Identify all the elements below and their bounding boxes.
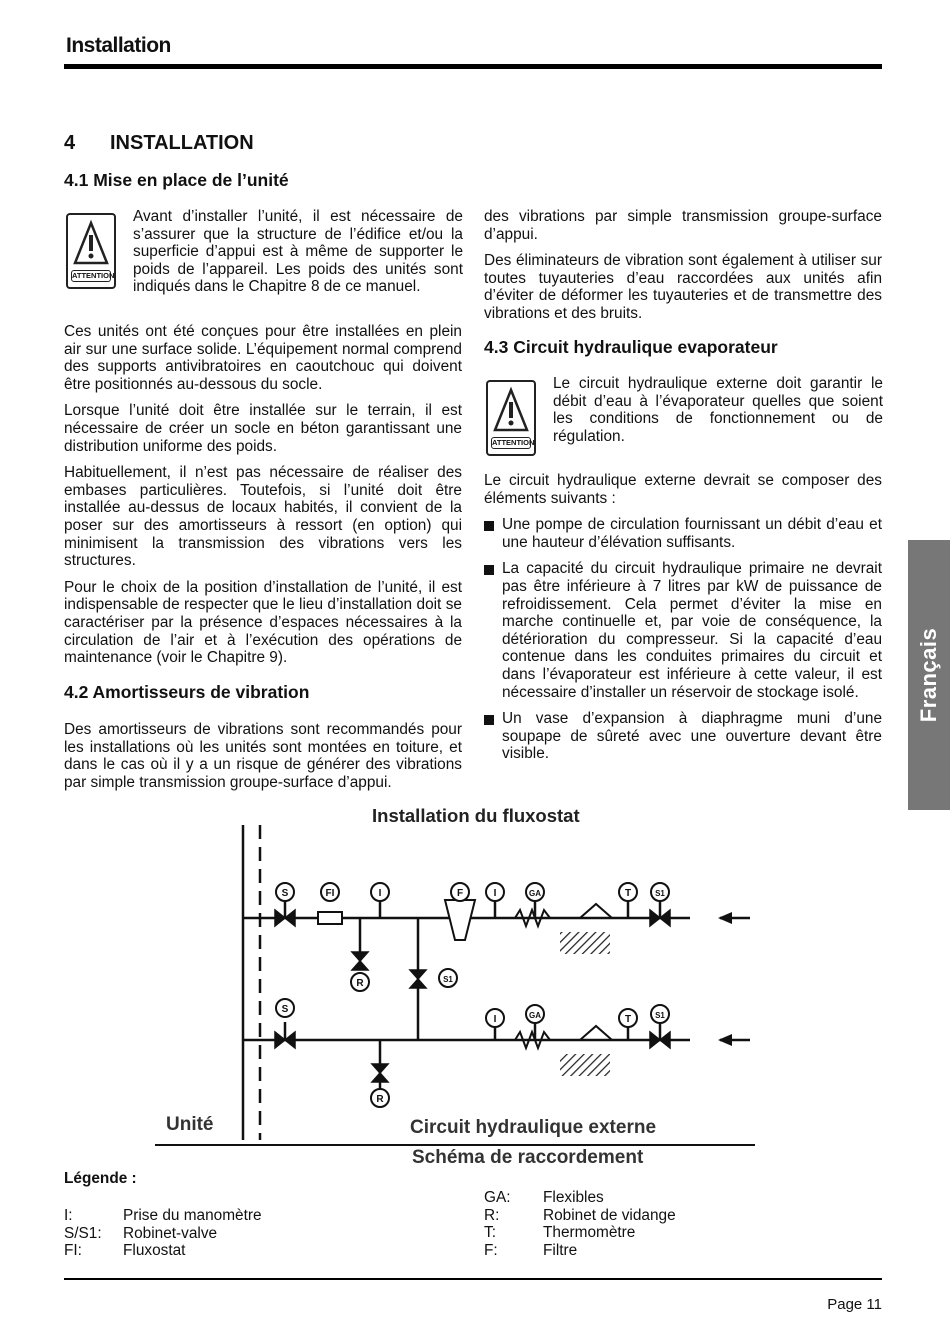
legend-row	[484, 1207, 676, 1225]
section-number: 4	[64, 132, 76, 154]
warning-text-4-1	[133, 208, 463, 305]
warning-text-4-3	[553, 375, 883, 454]
legend-row	[484, 1189, 676, 1207]
symbol-s-bottom-text: S	[281, 1004, 289, 1015]
list-item: La capacité du circuit hydraulique primaire ne devrait pas être inférieure à 7 litres par kW de puissance de refroidissement. Cela permet d’éviter la mise en marche continuelle et, par voie de conséquence, la détérioration du compresseur. Si la capacité d’eau contenue dans les conduites primaires du circuit et dans l’évaporateur est inférieure à cette valeur, il est nécessaire d’installer un réservoir de stockage isolé.	[484, 560, 882, 701]
hydraulic-list-block	[484, 472, 882, 772]
legend-right	[484, 1189, 676, 1259]
subsection-heading-4-2: 4.2 Amortisseurs de vibration	[64, 682, 310, 702]
paragraph-4-2-1: Des amortisseurs de vibrations sont recommandés pour les installations où les unités sont montées en toiture, et dans le cas où il y a un risque de générer des vibrations par simple transmission groupe-surface d’appui.	[64, 721, 462, 791]
warning-paragraph: Le circuit hydraulique externe doit garantir le débit d’eau à l’évaporateur quelles que soient les conditions de fonctionnement ou de régulation.	[553, 375, 883, 445]
running-header: Installation	[66, 34, 171, 57]
legend-row	[64, 1242, 262, 1260]
drain-valve-top	[352, 952, 368, 970]
language-tab	[908, 540, 950, 810]
symbol-s1-bypass-text: S1	[443, 975, 453, 984]
arrow-head-bottom	[718, 1034, 732, 1046]
legend-row	[64, 1225, 262, 1243]
paragraph-4-2-1-block	[64, 721, 462, 791]
legend-code: T:	[484, 1224, 496, 1242]
legend-code: GA:	[484, 1189, 511, 1206]
symbol-s1-bottom-text: S1	[655, 1011, 665, 1020]
diagram-label-schema: Schéma de raccordement	[412, 1147, 644, 1168]
bypass-valve	[410, 970, 426, 988]
paragraph-4-1-1: Ces unités ont été conçues pour être installées en plein air sur une surface solide. L’équipement normal comprend des supports antivibratoires en caoutchouc qui doivent être positionnés au-dessous du socle.	[64, 323, 462, 393]
subsection-heading-4-3: 4.3 Circuit hydraulique evaporateur	[484, 337, 778, 357]
language-tab-label: Français	[916, 627, 941, 723]
legend-code: F:	[484, 1241, 498, 1259]
legend-text: Robinet-valve	[123, 1224, 218, 1242]
legend-text: Filtre	[543, 1241, 578, 1259]
warning-triangle-icon	[73, 221, 109, 265]
legend-heading: Légende :	[64, 1170, 137, 1187]
legend-text: Robinet de vidange	[543, 1206, 676, 1224]
page-number: Page 11	[827, 1296, 882, 1313]
diagram-title: Installation du fluxostat	[372, 805, 580, 826]
hydraulic-list	[484, 516, 882, 763]
legend-code: I:	[64, 1207, 73, 1224]
legend-code: FI:	[64, 1242, 82, 1260]
symbol-ga-bottom-text: GA	[529, 1011, 541, 1020]
subsection-heading-4-1: 4.1 Mise en place de l’unité	[64, 170, 289, 190]
legend-text: Fluxostat	[123, 1242, 186, 1260]
symbol-s-top-text: S	[281, 888, 289, 899]
symbol-s1-top-text: S1	[655, 889, 665, 898]
section-title: INSTALLATION	[110, 132, 254, 154]
symbol-r-top-text: R	[356, 978, 364, 989]
symbol-t-bottom-text: T	[624, 1014, 632, 1025]
symbol-i-bottom-text: I	[493, 1014, 497, 1025]
paragraph-4-1-2: Lorsque l’unité doit être installée sur le terrain, il est nécessaire de créer un socle en béton garantissant une distribution uniforme des poids.	[64, 402, 462, 455]
diagram-label-unit: Unité	[166, 1114, 214, 1135]
attention-badge: ATTENTION	[492, 438, 535, 447]
flow-switch	[318, 912, 342, 924]
legend-text: Prise du manomètre	[123, 1207, 262, 1224]
hydraulic-intro: Le circuit hydraulique externe devrait se composer des éléments suivants :	[484, 472, 882, 507]
symbol-i-top-2-text: I	[493, 888, 497, 899]
legend-text: Flexibles	[543, 1189, 604, 1206]
section-heading	[64, 132, 254, 155]
warning-icon	[486, 380, 536, 456]
paragraph-4-2-1-continued: des vibrations par simple transmission groupe-surface d’appui.	[484, 208, 882, 243]
filter	[445, 900, 475, 940]
legend-row	[484, 1242, 676, 1260]
warning-paragraph: Avant d’installer l’unité, il est nécessaire de s’assurer que la structure de l’édifice et/ou la superficie d’appui est à même de supporter le poids de l’appareil. Les poids des unités sont indiqués dans le Chapitre 8 de ce manuel.	[133, 208, 463, 296]
support-bottom	[560, 1054, 610, 1076]
symbol-fi-text: FI	[325, 888, 335, 899]
list-item: Un vase d’expansion à diaphragme muni d’une soupape de sûreté avec une ouverture devant être visible.	[484, 710, 882, 763]
symbol-ga-top-text: GA	[529, 889, 541, 898]
attention-badge: ATTENTION	[72, 271, 115, 280]
warning-icon	[66, 213, 116, 289]
connection-diagram	[150, 800, 770, 1160]
legend-row	[64, 1207, 262, 1225]
header-rule	[64, 64, 882, 69]
list-item: Une pompe de circulation fournissant un débit d’eau et une hauteur d’élévation suffisants.	[484, 516, 882, 551]
symbol-r-bottom-text: R	[376, 1094, 384, 1105]
legend-row	[484, 1224, 676, 1242]
support-top	[560, 932, 610, 954]
symbol-f-text: F	[456, 888, 464, 899]
paragraph-4-1-3: Habituellement, il n’est pas nécessaire de réaliser des embases particulières. Toutefois, si l’unité doit être installée au-dessus de locaux habités, il convient de la poser sur des amortisseurs à ressort (en option) qui minimisent la transmission des vibrations vers les structures.	[64, 464, 462, 570]
right-column	[484, 208, 882, 332]
legend-text: Thermomètre	[543, 1224, 636, 1242]
legend-left	[64, 1207, 262, 1260]
paragraph-4-1-4: Pour le choix de la position d’installation de l’unité, il est indispensable de respecter que le lieu d’installation doit se caractériser par la présence d’espaces nécessaires à la circulation de l’air et à l’exécution des opérations de maintenance (voir le Chapitre 9).	[64, 578, 462, 667]
arrow-head-top	[718, 912, 732, 924]
drain-valve-bottom	[372, 1064, 388, 1082]
legend-code: R:	[484, 1206, 500, 1224]
diagram-label-circuit: Circuit hydraulique externe	[410, 1117, 657, 1138]
warning-triangle-icon	[493, 388, 529, 432]
left-column	[64, 323, 462, 676]
legend-code: S/S1:	[64, 1224, 102, 1242]
paragraph-4-2-2: Des éliminateurs de vibration sont également à utiliser sur toutes tuyauteries d’eau raccordées aux unités afin d’éviter de déformer les tuyauteries et de transmettre des vibrations et des bruits.	[484, 252, 882, 322]
symbol-t-top-text: T	[624, 888, 632, 899]
footer-rule	[64, 1278, 882, 1280]
symbol-i-top-1-text: I	[378, 888, 382, 899]
